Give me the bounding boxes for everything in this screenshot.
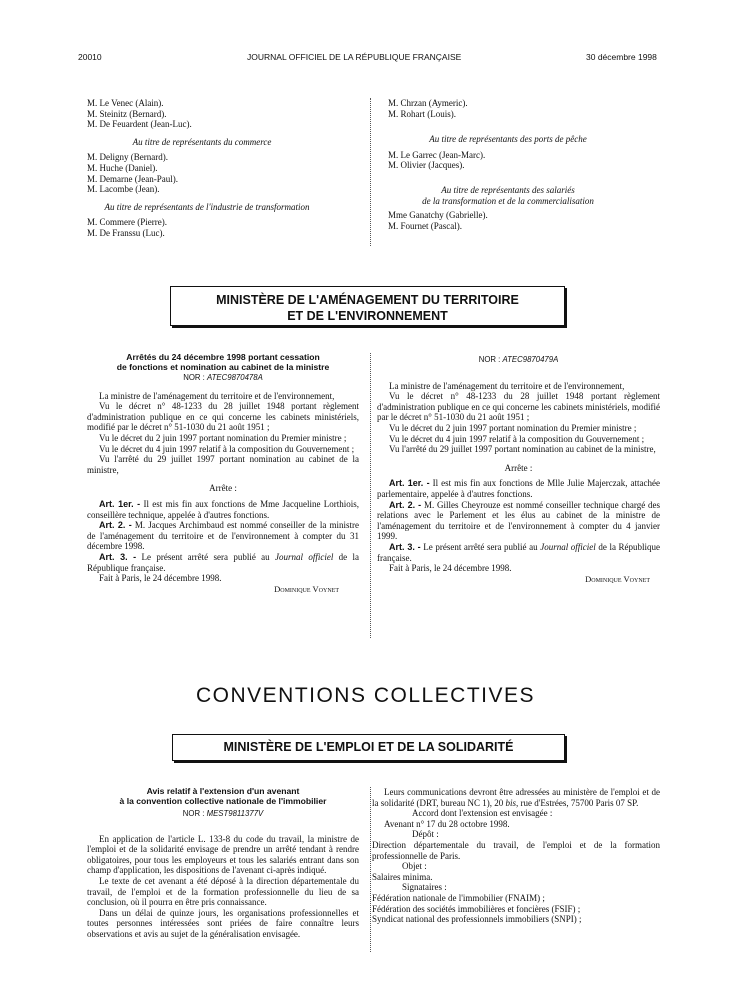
paragraph: Vu l'arrêté du 29 juillet 1997 portant nomination au cabinet de la ministre, [389,444,656,455]
name-line: M. Le Venec (Alain). [87,98,164,108]
name-line: M. Steinitz (Bernard). [87,108,167,119]
paragraph: Vu le décret du 4 juin 1997 relatif à la composition du Gouvernement ; [389,433,645,444]
arrete-right [377,353,660,584]
paragraph: La ministre de l'aménagement du territoire et de l'environnement, [99,390,335,401]
name-line: M. Deligny (Bernard). [87,152,168,163]
paragraph: Vu le décret du 4 juin 1997 relatif à la composition du Gouvernement ; [99,443,355,454]
salaries-heading-2: de la transformation et de la commercialisation [422,195,594,206]
ministry-line-2: ET DE L'ENVIRONNEMENT [287,309,448,323]
signature: Dominique Voynet [274,583,339,594]
issue-date: 30 décembre 1998 [586,52,657,62]
paragraph: En application de l'article L. 133-8 du code du travail, la ministre de l'emploi et de la solidarité envisage de prendre un arrêté tendant à rendre obligatoires, pour tous les employeurs et tous les salariés entrant dans son champ d'application, les dispositions de l'avenant ci-après indiqué. [87,833,359,876]
journal-title: JOURNAL OFFICIEL DE LA RÉPUBLIQUE FRANÇAISE [247,52,462,62]
signataire-line: Syndicat national des professionnels immobiliers (SNPI) ; [372,914,582,925]
depot-label: Dépôt : [412,829,439,840]
nor-line [87,373,359,384]
article-text: Il est mis fin aux fonctions de Mme Jacqueline Lorthiois, conseillère technique, appelée à d'autres fonctions. [87,498,360,520]
arrete-title-1: Arrêtés du 24 décembre 1998 portant cessation [126,352,320,362]
name-line: M. Lacombe (Jean). [87,184,160,195]
article-label: Art. 3. - [389,541,421,552]
name-line: M. Olivier (Jacques). [388,160,465,171]
article-3 [377,542,660,563]
avenant-line: Avenant n° 17 du 28 octobre 1998. [384,818,510,829]
article-label: Art. 1er. - [389,478,430,489]
article-text: Il est mis fin aux fonctions de Mlle Julie Majerczak, attachée parlementaire, appelée à d'autres fonctions. [377,478,660,499]
name-line: M. Rohart (Louis). [388,108,456,119]
article-text: de la République française. [377,541,661,563]
nor-code: ATEC9870478A [207,373,263,382]
article-text: M. Jacques Archimbaud est nommé conseiller de la ministre de l'aménagement du territoire et de l'environnement à compter du 31 décembre 1998. [87,520,360,552]
ministry-emploi-box [172,734,565,761]
section-title: CONVENTIONS COLLECTIVES [195,684,536,707]
paragraph: La ministre de l'aménagement du territoire et de l'environnement, [389,380,625,391]
nor-code: MEST9811377V [206,809,264,818]
ports-heading: Au titre de représentants des ports de pêche [429,134,587,145]
top-left-column [87,98,337,239]
nor-label: NOR : [183,373,205,382]
journal-name: Journal officiel [540,541,596,552]
paragraph: Dans un délai de quinze jours, les organisations professionnelles et toutes personnes intéressées sont priées de faire connaître leurs observations et avis au sujet de la généralisation envisagée. [87,907,359,939]
article-text: Le présent arrêté sera publié au [423,541,538,552]
communications-paragraph [372,787,660,808]
nor-line [87,809,359,820]
nor-label: NOR : [182,809,205,818]
paragraph-text: rue d'Estrées, 75700 Paris 07 SP. [520,797,639,808]
signature: Dominique Voynet [585,573,650,584]
fait-line: Fait à Paris, le 24 décembre 1998. [389,563,512,574]
objet-label: Objet : [402,861,427,872]
avis-title-1: Avis relatif à l'extension d'un avenant [146,786,300,796]
nor-line [377,355,660,366]
arrete-label: Arrête : [209,483,237,494]
paragraph: Vu le décret du 2 juin 1997 portant nomination du Premier ministre ; [389,422,637,433]
name-line: M. Demarne (Jean-Paul). [87,173,178,184]
ministry-line-1: MINISTÈRE DE L'AMÉNAGEMENT DU TERRITOIRE [216,293,519,307]
paragraph: Vu l'arrêté du 29 juillet 1997 portant nomination au cabinet de la ministre, [87,454,359,475]
avis-right [372,787,660,925]
depot-text: Direction départementale du travail, de l'emploi et de la formation professionnelle de Paris. [372,839,660,861]
commerce-heading: Au titre de représentants du commerce [132,136,272,147]
article-text: de la République française. [87,551,359,573]
arrete-left [87,353,359,594]
name-line: M. De Franssu (Luc). [87,227,165,238]
nor-code: ATEC9870479A [502,355,559,364]
signataires-label: Signataires : [402,882,447,893]
name-line: M. Chrzan (Aymeric). [388,98,468,108]
article-label: Art. 2. - [99,520,132,531]
column-divider [370,98,371,246]
journal-name: Journal officiel [275,551,334,562]
article-label: Art. 1er. - [99,498,141,509]
article-text: M. Gilles Cheyrouze est nommé conseiller technique chargé des relations avec le Parlement et les élus au cabinet de la ministre de l'aménagement du territoire et de l'environnement à compter du 4 janvier 1999. [377,499,661,542]
salaries-heading-1: Au titre de représentants des salariés [441,184,575,195]
fait-line: Fait à Paris, le 24 décembre 1998. [99,573,222,584]
ministry-amenagement-box [170,286,565,326]
paragraph: Vu le décret n° 48-1233 du 28 juillet 1948 portant règlement d'administration publique en ce qui concerne les cabinets ministériels, modifié par le décret n° 51-1030 du 21 août 1951 ; [87,401,359,433]
article-3 [87,552,359,573]
column-divider [370,353,371,638]
article-label: Art. 2. - [389,499,422,510]
arrete-label: Arrête : [504,462,533,473]
nor-label: NOR : [478,355,501,364]
page-number: 20010 [78,52,102,62]
industrie-heading: Au titre de représentants de l'industrie de transformation [104,201,310,212]
accord-label: Accord dont l'extension est envisagée : [412,808,553,819]
name-line: Mme Ganatchy (Gabrielle). [388,210,488,221]
ministry-line-1: MINISTÈRE DE L'EMPLOI ET DE LA SOLIDARITÉ [223,740,514,754]
objet-text: Salaires minima. [372,871,433,882]
name-line: M. De Feuardent (Jean-Luc). [87,119,192,130]
name-line: M. Fournet (Pascal). [388,220,462,231]
arrete-title-2: de fonctions et nomination au cabinet de la ministre [116,361,330,372]
name-line: M. Le Garrec (Jean-Marc). [388,149,486,160]
signataire-line: Fédération nationale de l'immobilier (FNAIM) ; [372,892,545,903]
name-line: M. Huche (Daniel). [87,162,158,173]
paragraph-text: Leurs communications devront être adressées au ministère de l'emploi et de la solidarité (DRT, bureau NC 1), 20 [372,787,660,808]
paragraph: Vu le décret n° 48-1233 du 28 juillet 1948 portant règlement d'administration publique en ce qui concerne les cabinets ministériels, modifié par le décret n° 51-1030 du 21 août 1951 ; [377,391,660,423]
article-label: Art. 3. - [99,551,137,562]
bis-text: bis, [505,797,519,808]
signataire-line: Fédération des sociétés immobilières et foncières (FSIF) ; [372,903,581,914]
article-1 [377,478,660,499]
article-1 [87,499,359,520]
avis-left [87,787,359,940]
column-divider [370,787,371,952]
top-right-column [388,98,658,231]
avis-title-2: à la convention collective nationale de l'immobilier [119,795,327,806]
name-line: M. Commere (Pierre). [87,217,167,228]
paragraph: Le texte de cet avenant a été déposé à la direction départementale du travail, de l'emploi et de la formation professionnelle du lieu de sa conclusion, où il pourra en être pris connaissance. [87,875,359,908]
paragraph: Vu le décret du 2 juin 1997 portant nomination du Premier ministre ; [99,432,347,443]
article-2 [87,520,359,552]
article-text: Le présent arrêté sera publié au [141,551,270,562]
article-2 [377,500,660,542]
